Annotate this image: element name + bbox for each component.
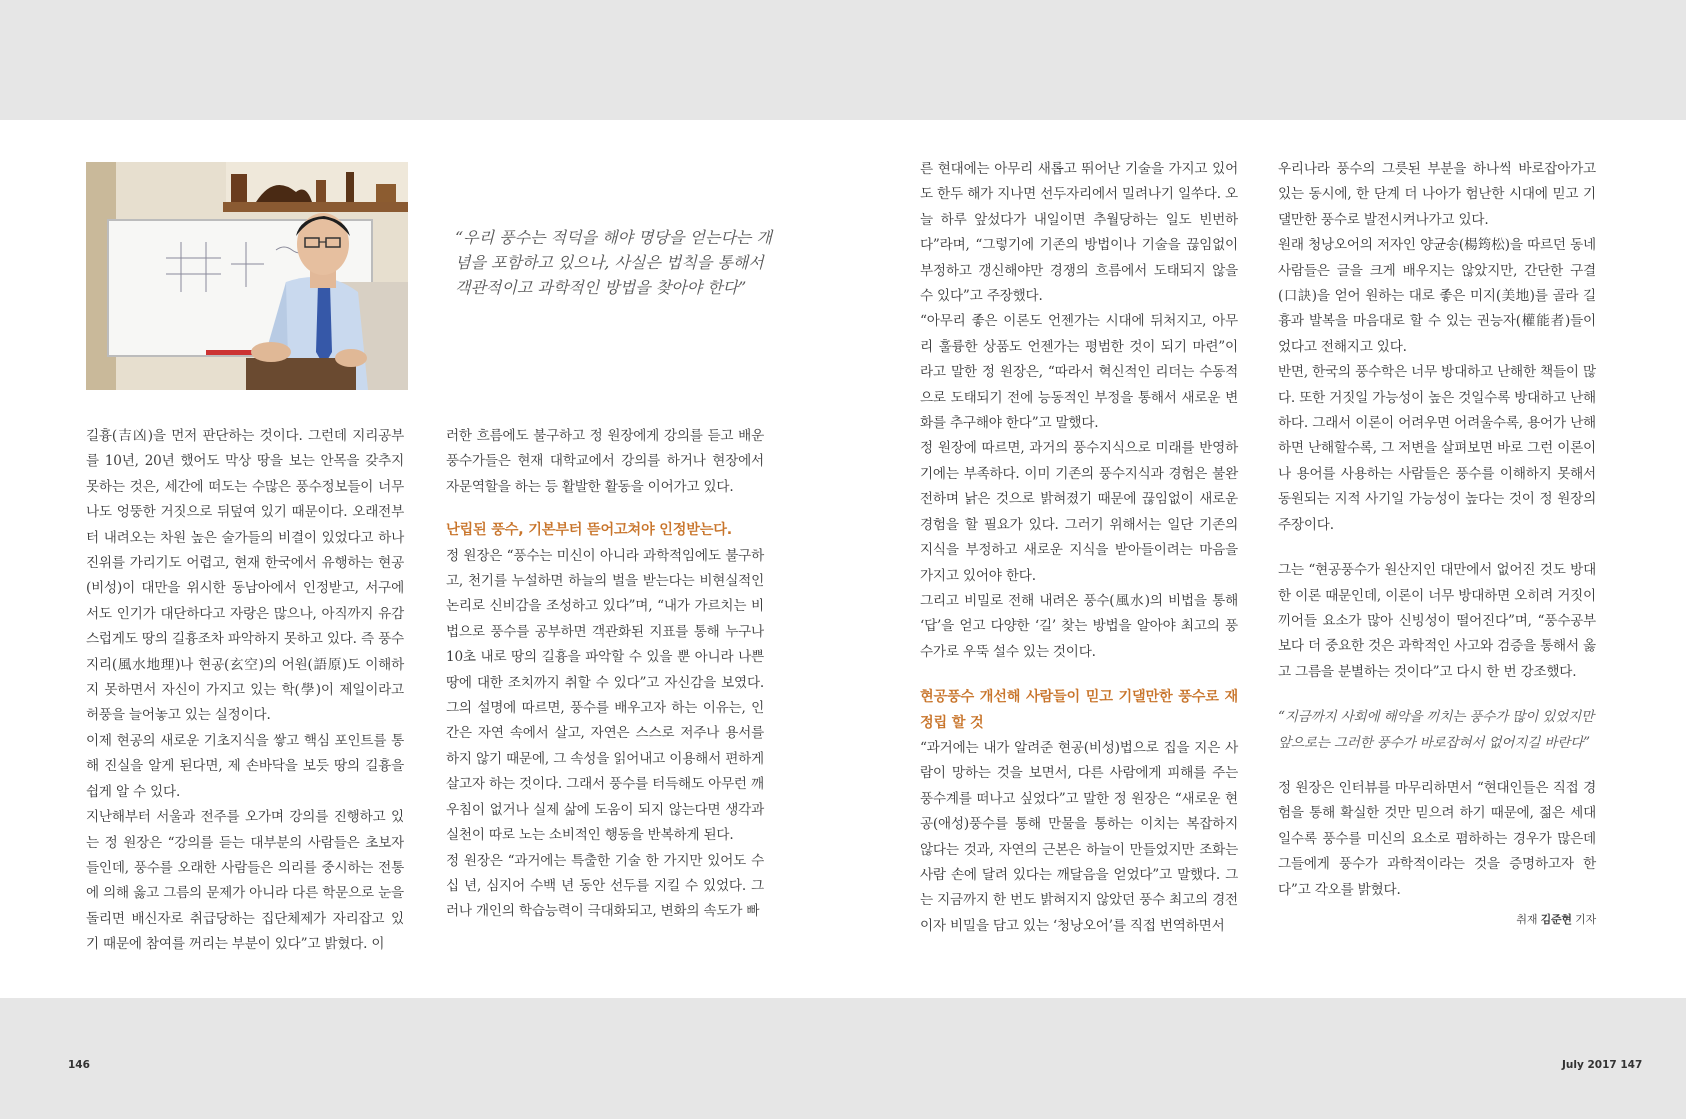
column-1 <box>86 424 404 958</box>
paragraph: 지난해부터 서울과 전주를 오가며 강의를 진행하고 있는 정 원장은 “강의를 듣는 대부분의 사람들은 초보자들인데, 풍수를 오래한 사람들은 의리를 중시하는 전통에 의해 옳고 그름의 문제가 아니라 다른 학문으로 눈을 돌리면 배신자로 취급당하는 집단체제가 자리잡고 있기 때문에 참여를 꺼리는 부분이 있다”고 밝혔다. 이 <box>86 809 404 953</box>
paragraph: 그리고 비밀로 전해 내려온 풍수(風水)의 비법을 통해 ‘답’을 얻고 다양한 ‘길’ 찾는 방법을 알아야 최고의 풍수가로 우뚝 설수 있는 것이다. <box>920 592 1238 660</box>
byline-label: 취재 <box>1516 912 1538 926</box>
column-4 <box>1278 157 1596 932</box>
paragraph: 그는 “현공풍수가 원산지인 대만에서 없어진 것도 방대한 이론 때문인데, 이론이 너무 방대하면 오히려 거짓이 끼어들 요소가 많아 신빙성이 떨어진다”며, “풍수공부보다 더 중요한 것은 과학적인 사고와 검증을 통해서 옳고 그름을 분별하는 것이다”고 다시 한 번 강조했다. <box>1278 562 1596 680</box>
interviewee-photo <box>86 162 408 390</box>
paragraph: 른 현대에는 아무리 새롭고 뛰어난 기술을 가지고 있어도 한두 해가 지나면 선두자리에서 밀려나기 일쑤다. 오늘 하루 앞섰다가 내일이면 추월당하는 일도 빈번하다”라며, “그렇기에 기존의 방법이나 기술을 끊임없이 부정하고 갱신해야만 경쟁의 흐름에서 도태되지 않을 수 있다”고 주장했다. <box>920 161 1238 305</box>
bottom-margin-band <box>0 998 1686 1119</box>
paragraph: 반면, 한국의 풍수학은 너무 방대하고 난해한 책들이 많다. 또한 거짓일 가능성이 높은 것일수록 방대하고 난해하다. 그래서 이론이 어려우면 어려울수록, 용어가 난해하면 난해할수록, 그 저변을 살펴보면 바로 그런 이론이나 용어를 사용하는 사람들은 풍수를 이해하지 못해서 동원되는 지적 사기일 가능성이 높다는 것이 정 원장의 주장이다. <box>1278 364 1596 533</box>
page-number-left: 146 <box>68 1059 90 1071</box>
paragraph: 길흉(吉凶)을 먼저 판단하는 것이다. 그런데 지리공부를 10년, 20년 했어도 막상 땅을 보는 안목을 갖추지 못하는 것은, 세간에 떠도는 수많은 풍수정보들이 너무나도 엉뚱한 거짓으로 뒤덮여 있기 때문이다. 오래전부터 내려오는 차원 높은 술가들의 비결이 있었다고 하나 진위를 가리기도 어렵고, 현재 한국에서 유행하는 현공(비성)이 대만을 위시한 동남아에서 인정받고, 서구에서도 인기가 대단하다고 자랑은 많으나, 아직까지 유감스럽게도 땅의 길흉조차 파악하지 못하고 있다. 즉 풍수지리(風水地理)나 현공(玄空)의 어원(語原)도 이해하지 못하면서 자신이 가지고 있는 학(學)이 제일이라고 허풍을 늘어놓고 있는 실정이다. <box>86 428 404 724</box>
page-number-right: July 2017 147 <box>1562 1059 1643 1071</box>
paragraph: 정 원장은 “풍수는 미신이 아니라 과학적임에도 불구하고, 천기를 누설하면 하늘의 벌을 받는다는 비현실적인 논리로 신비감을 조성하고 있다”며, “내가 가르치는 비법으로 풍수를 공부하면 객관화된 지표를 통해 누구나 10초 내로 땅의 길흉을 파악할 수 있을 뿐 아니라 나쁜 땅에 대한 조치까지 취할 수 있다”고 자신감을 보였다. 그의 설명에 따르면, 풍수를 배우고자 하는 이유는, 인간은 자연 속에서 살고, 자연은 스스로 저주나 용서를 하지 않기 때문에, 그 속성을 읽어내고 이용해서 편하게 살고자 하는 것이다. 그래서 풍수를 터득해도 아무런 깨우침이 없거나 실제 삶에 도움이 되지 않는다면 생각과 실천이 따로 노는 소비적인 행동을 반복하게 된다. <box>446 547 764 844</box>
top-margin-band <box>0 0 1686 120</box>
section-heading: 난립된 풍수, 기본부터 뜯어고쳐야 인정받는다. <box>446 522 732 539</box>
byline <box>1278 907 1596 932</box>
column-2 <box>446 424 764 925</box>
paragraph: “아무리 좋은 이론도 언젠가는 시대에 뒤처지고, 아무리 훌륭한 상품도 언젠가는 평범한 것이 되기 마련”이라고 말한 정 원장은, “따라서 혁신적인 리더는 수동적으로 도태되기 전에 능동적인 부정을 통해서 새로운 변화를 추구해야 한다”고 말했다. <box>920 313 1238 432</box>
paragraph: 이제 현공의 새로운 기초지식을 쌓고 핵심 포인트를 통해 진실을 알게 된다면, 제 손바닥을 보듯 땅의 길흉을 쉽게 알 수 있다. <box>86 732 404 800</box>
paragraph: “과거에는 내가 알려준 현공(비성)법으로 집을 지은 사람이 망하는 것을 보면서, 다른 사람에게 피해를 주는 풍수계를 떠나고 싶었다”고 말한 정 원장은 “새로운 현공(애성)풍수를 통해 만물을 통하는 이치는 복잡하지 않다는 것과, 자연의 근본은 하늘이 만들었지만 조화는 사람 손에 달려 있다는 깨달음을 얻었다”고 말했다. 그는 지금까지 한 번도 밝혀지지 않았던 풍수 최고의 경전이자 비밀을 담고 있는 ‘청낭오어’를 직접 번역하면서 <box>920 739 1238 934</box>
paragraph: 원래 청낭오어의 저자인 양균송(楊筠松)을 따르던 동네 사람들은 글을 크게 배우지는 않았지만, 간단한 구결(口訣)을 얻어 원하는 대로 좋은 미지(美地)를 골라 길흉과 발복을 마음대로 할 수 있는 권능자(權能者)들이었다고 전해지고 있다. <box>1278 237 1596 355</box>
paragraph: 우리나라 풍수의 그릇된 부분을 하나씩 바로잡아가고 있는 동시에, 한 단계 더 나아가 험난한 시대에 믿고 기댈만한 풍수로 발전시켜나가고 있다. <box>1278 161 1596 228</box>
paragraph: 정 원장은 “과거에는 특출한 기술 한 가지만 있어도 수십 년, 심지어 수백 년 동안 선두를 지킬 수 있었다. 그러나 개인의 학습능력이 극대화되고, 변화의 속도가 빠 <box>446 852 764 920</box>
column-3 <box>920 157 1238 939</box>
paragraph: 러한 흐름에도 불구하고 정 원장에게 강의를 듣고 배운 풍수가들은 현재 대학교에서 강의를 하거나 현장에서 자문역할을 하는 등 활발한 활동을 이어가고 있다. <box>446 428 764 495</box>
paragraph: 정 원장은 인터뷰를 마무리하면서 “현대인들은 직접 경험을 통해 확실한 것만 믿으려 하기 때문에, 젊은 세대일수록 풍수를 미신의 요소로 폄하하는 경우가 많은데 그들에게 풍수가 과학적이라는 것을 증명하고자 한다”고 각오를 밝혔다. <box>1278 779 1596 898</box>
closing-quote: “지금까지 사회에 해악을 끼치는 풍수가 많이 있었지만 앞으로는 그러한 풍수가 바로잡혀서 없어지길 바란다” <box>1278 709 1594 751</box>
byline-name: 김준현 <box>1540 912 1572 926</box>
byline-role: 기자 <box>1575 912 1596 926</box>
section-heading: 현공풍수 개선해 사람들이 믿고 기댈만한 풍수로 재정립 할 것 <box>920 689 1238 731</box>
pull-quote: “우리 풍수는 적덕을 해야 명당을 얻는다는 개념을 포함하고 있으나, 사실은 법칙을 통해서 객관적이고 과학적인 방법을 찾아야 한다” <box>455 228 772 297</box>
paragraph: 정 원장에 따르면, 과거의 풍수지식으로 미래를 반영하기에는 부족하다. 이미 기존의 풍수지식과 경험은 불완전하며 낡은 것으로 밝혀졌기 때문에 끊임없이 새로운 경험을 할 필요가 있다. 그러기 위해서는 일단 기존의 지식을 부정하고 새로운 지식을 받아들이려는 마음을 가지고 있어야 한다. <box>920 440 1238 584</box>
